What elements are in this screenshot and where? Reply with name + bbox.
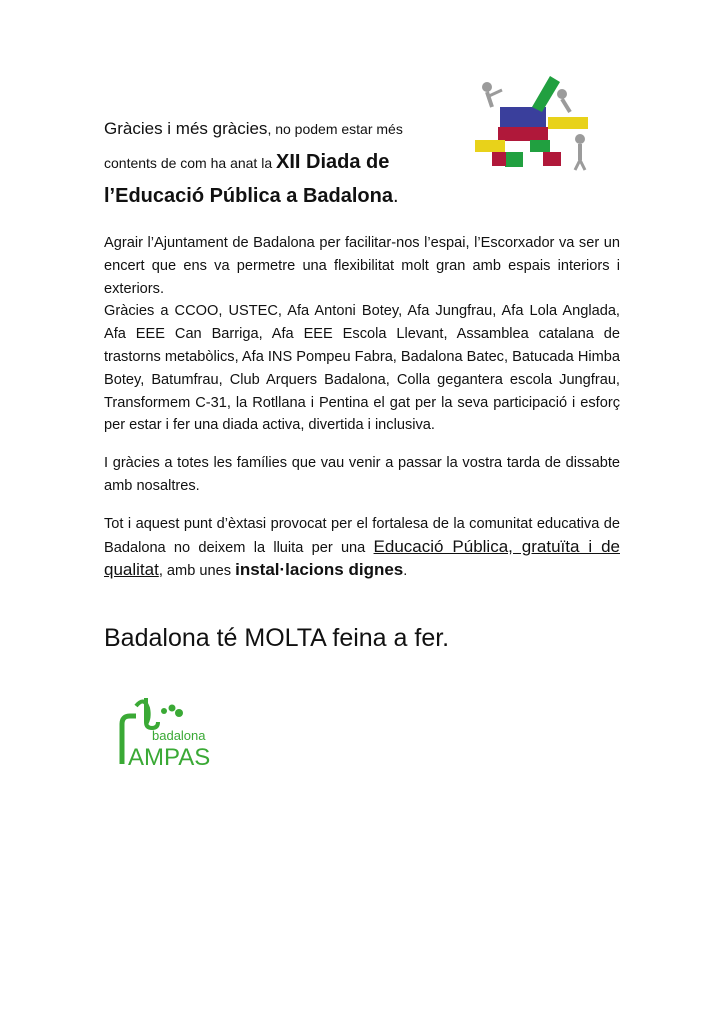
closing-statement: Badalona té MOLTA feina a fer.: [104, 624, 450, 652]
logo-title: AMPAS: [128, 744, 211, 768]
paragraph-thanks-organizations: Gràcies a CCOO, USTEC, Afa Antoni Botey, Afa Jungfrau, Afa Lola Anglada, Afa EEE Can Barriga, Afa EEE Escola Llevant, Assamblea catalana de trastorns metabòlics, Afa INS Pompeu Fabra, Badalona Batec, Batucada Himba Botey, Batumfrau, Club Arquers Badalona, Colla gegantera escola Jungfrau, Transformem C-31, la Rotllana i Pentina el gat per la seva participació i esforç per estar i fer una diada activa, divertida i inclusiva.: [104, 303, 620, 434]
header-line-1: Gràcies i més gràcies, no podem estar més: [104, 119, 403, 138]
paragraph-thanks-families: I gràcies a totes les famílies que vau venir a passar la vostra tarda de dissabte amb nosaltres.: [104, 455, 620, 494]
building-blocks-illustration: [470, 72, 595, 172]
body-text: [104, 232, 620, 583]
ampas-badalona-logo: [116, 694, 231, 768]
paragraph-thanks-city: Agrair l’Ajuntament de Badalona per facilitar-nos l’espai, l’Escorxador va ser un encert que ens va permetre una flexibilitat molt gran amb espais interiors i exteriors.: [104, 235, 620, 297]
paragraph-struggle: Tot i aquest punt d’èxtasi provocat per el fortalesa de la comunitat educativa de Badalona no deixem la lluita per una Educació Pública, gratuïta i de qualitat, amb unes instal·lacions dignes.: [104, 515, 620, 580]
public-education-link[interactable]: Educació Pública, gratuïta i de qualitat: [104, 536, 620, 580]
header-text: [104, 112, 449, 213]
header-line-3: l’Educació Pública a Badalona.: [104, 185, 399, 207]
logo-subtitle: badalona: [152, 728, 206, 743]
header-line-2: contents de com ha anat la XII Diada de: [104, 151, 390, 173]
